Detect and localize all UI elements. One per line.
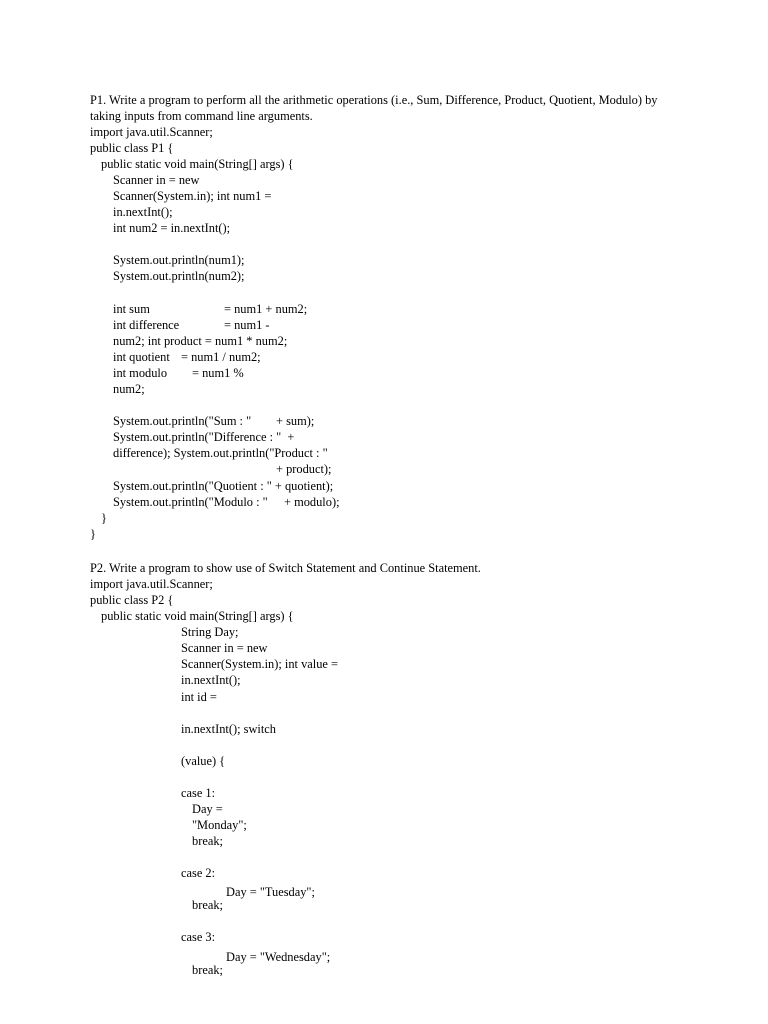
code-line: System.out.println("Difference : " + xyxy=(113,430,295,444)
code-line: difference); System.out.println("Product : " xyxy=(113,446,328,460)
code-line: + modulo); xyxy=(284,495,340,509)
p1-question-line1: P1. Write a program to perform all the arithmetic operations (i.e., Sum, Difference, Product, Quotient, Modulo) by xyxy=(90,93,658,107)
code-line: case 3: xyxy=(181,930,216,944)
code-line: public static void main(String[] args) { xyxy=(101,157,294,171)
code-line: Day = "Wednesday"; xyxy=(226,950,331,964)
code-line: break; xyxy=(192,834,223,848)
code-line: } xyxy=(101,511,107,525)
code-line: System.out.println("Sum : " xyxy=(113,414,252,428)
code-line: int modulo xyxy=(113,366,168,380)
code-line: case 1: xyxy=(181,786,216,800)
code-line: public static void main(String[] args) { xyxy=(101,609,294,623)
code-line: int sum xyxy=(113,302,150,316)
code-line: import java.util.Scanner; xyxy=(90,125,213,139)
code-line: System.out.println("Quotient : " + quotient); xyxy=(113,479,334,493)
code-line: in.nextInt(); switch xyxy=(181,722,276,736)
code-line: public class P1 { xyxy=(90,141,174,155)
code-line: = num1 / num2; xyxy=(181,350,261,364)
code-line: int num2 = in.nextInt(); xyxy=(113,221,231,235)
code-line: public class P2 { xyxy=(90,593,174,607)
code-line: num2; xyxy=(113,382,145,396)
code-line: import java.util.Scanner; xyxy=(90,577,213,591)
code-line: Day = "Tuesday"; xyxy=(226,885,315,899)
code-line: = num1 - xyxy=(224,318,270,332)
code-line: Scanner in = new xyxy=(181,641,268,655)
code-line: case 2: xyxy=(181,866,216,880)
code-line: Scanner(System.in); int num1 = xyxy=(113,189,272,203)
code-line: in.nextInt(); xyxy=(181,673,241,687)
code-line: in.nextInt(); xyxy=(113,205,173,219)
code-line: } xyxy=(90,527,96,541)
code-line: num2; int product = num1 * num2; xyxy=(113,334,288,348)
code-line: Day = xyxy=(192,802,223,816)
p1-question-line2: taking inputs from command line arguments. xyxy=(90,109,313,123)
code-line: int id = xyxy=(181,690,217,704)
code-line: System.out.println("Modulo : " xyxy=(113,495,268,509)
code-line: break; xyxy=(192,963,223,977)
code-line: = num1 % xyxy=(192,366,244,380)
code-line: Scanner(System.in); int value = xyxy=(181,657,339,671)
p2-question: P2. Write a program to show use of Switch Statement and Continue Statement. xyxy=(90,561,481,575)
code-line: Scanner in = new xyxy=(113,173,200,187)
code-line: + product); xyxy=(276,462,332,476)
code-line: (value) { xyxy=(181,754,226,768)
code-line: + sum); xyxy=(276,414,315,428)
code-line: System.out.println(num2); xyxy=(113,269,245,283)
code-line: int difference xyxy=(113,318,180,332)
code-line: break; xyxy=(192,898,223,912)
code-line: = num1 + num2; xyxy=(224,302,308,316)
code-line: "Monday"; xyxy=(192,818,247,832)
code-line: String Day; xyxy=(181,625,239,639)
code-line: System.out.println(num1); xyxy=(113,253,245,267)
code-line: int quotient xyxy=(113,350,170,364)
